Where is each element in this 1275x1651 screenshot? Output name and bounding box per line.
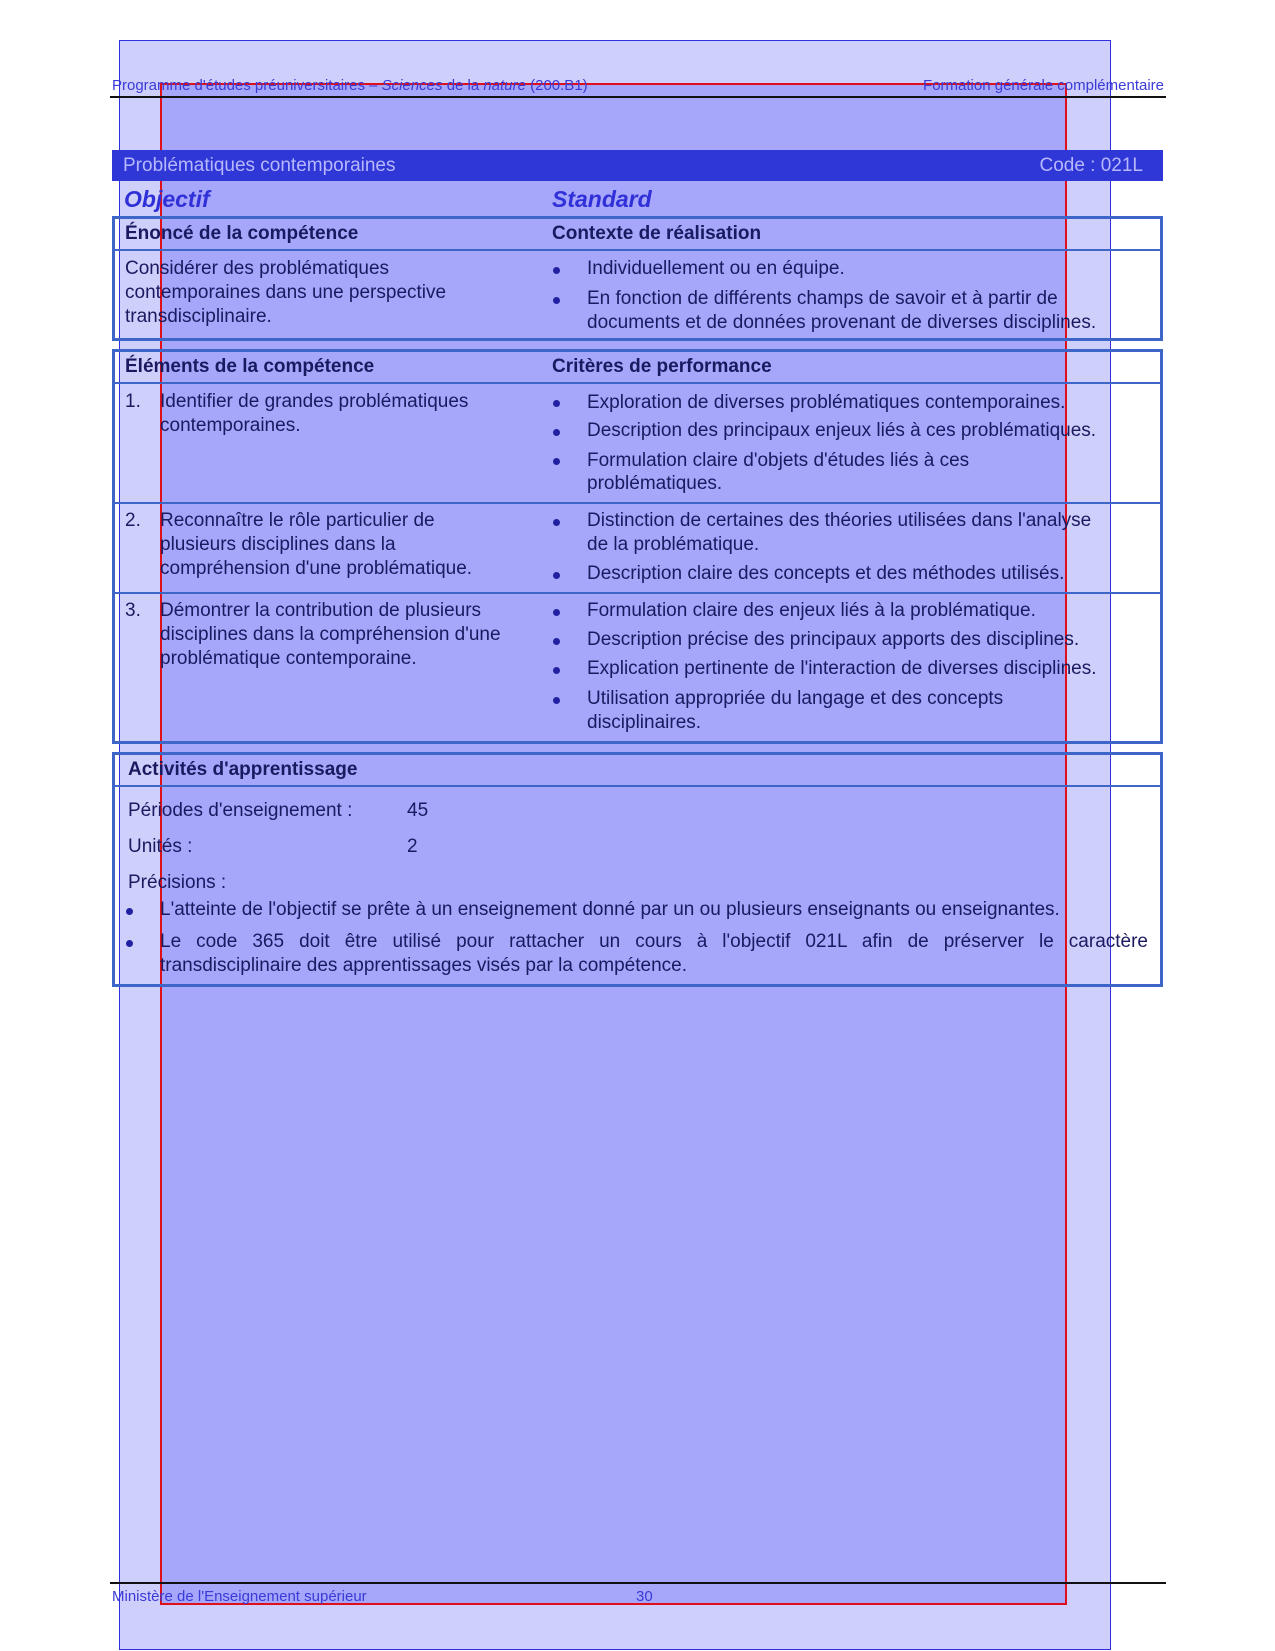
critere-item: Description précise des principaux apports des disciplines.	[587, 629, 1080, 650]
course-title-bar	[112, 150, 1163, 181]
element-line: Démontrer la contribution de plusieurs	[160, 600, 482, 621]
bullet-icon	[553, 400, 560, 407]
periodes-label: Périodes d'enseignement :	[128, 800, 353, 821]
program-italic-nature: nature	[483, 77, 526, 94]
critere-item: Formulation claire d'objets d'études liés à ces	[587, 450, 970, 471]
program-prefix: Programme d'études préuniversitaires –	[112, 77, 382, 94]
bullet-icon	[553, 297, 560, 304]
precision-item: L'atteinte de l'objectif se prête à un enseignement donné par un ou plusieurs enseignants ou enseignantes.	[160, 899, 1060, 920]
row-divider	[115, 502, 1160, 504]
activites-header-row	[115, 755, 1160, 787]
objectif-heading: Objectif	[124, 186, 210, 212]
bullet-icon	[553, 609, 560, 616]
bullet-icon	[553, 572, 560, 579]
bullet-icon	[553, 697, 560, 704]
ministry-name: Ministère de l'Enseignement supérieur	[112, 1588, 367, 1605]
criteres-header: Critères de performance	[552, 356, 772, 377]
footer-divider	[110, 1582, 1166, 1584]
element-line: contemporaines.	[160, 415, 301, 436]
bullet-icon	[553, 267, 560, 274]
standard-heading: Standard	[552, 186, 652, 212]
critere-item: Distinction de certaines des théories utilisées dans l'analyse	[587, 510, 1092, 531]
program-suffix: (200.B1)	[525, 77, 588, 94]
element-line: Identifier de grandes problématiques	[160, 391, 469, 412]
course-title: Problématiques contemporaines	[123, 155, 396, 176]
competence-table	[112, 216, 1163, 341]
running-header	[112, 74, 1164, 98]
section-title: Formation générale complémentaire	[923, 77, 1164, 94]
critere-item-cont: de la problématique.	[587, 534, 760, 555]
bullet-icon	[553, 638, 560, 645]
contexte-header: Contexte de réalisation	[552, 223, 762, 244]
critere-item: Utilisation appropriée du langage et des concepts	[587, 688, 1004, 709]
element-line: plusieurs disciplines dans la	[160, 534, 396, 555]
enonce-line: transdisciplinaire.	[125, 306, 272, 327]
critere-item: Formulation claire des enjeux liés à la problématique.	[587, 600, 1036, 621]
critere-item: Exploration de diverses problématiques contemporaines.	[587, 392, 1066, 413]
elements-header: Éléments de la compétence	[125, 356, 375, 377]
precision-item-cont: transdisciplinaire des apprentissages visés par la compétence.	[160, 955, 687, 976]
critere-item-cont: problématiques.	[587, 473, 723, 494]
program-title	[112, 77, 588, 94]
critere-item: Explication pertinente de l'interaction de diverses disciplines.	[587, 658, 1097, 679]
unites-value: 2	[407, 836, 418, 857]
elements-table	[112, 349, 1163, 744]
precision-item: Le code 365 doit être utilisé pour rattacher un cours à l'objectif 021L afin de préserver le caractère	[160, 931, 1148, 952]
activites-header: Activités d'apprentissage	[128, 759, 358, 780]
bullet-icon	[553, 519, 560, 526]
element-number: 2.	[125, 510, 141, 531]
program-italic-sciences: Sciences	[381, 77, 443, 94]
element-number: 1.	[125, 391, 141, 412]
element-number: 3.	[125, 600, 141, 621]
element-line: compréhension d'une problématique.	[160, 558, 473, 579]
contexte-item: En fonction de différents champs de savoir et à partir de	[587, 288, 1058, 309]
bullet-icon	[126, 940, 133, 947]
element-line: problématique contemporaine.	[160, 648, 417, 669]
elements-header-row	[115, 352, 1160, 384]
critere-item-cont: disciplinaires.	[587, 712, 702, 733]
element-line: Reconnaître le rôle particulier de	[160, 510, 435, 531]
critere-item: Description des principaux enjeux liés à ces problématiques.	[587, 420, 1097, 441]
contexte-item: Individuellement ou en équipe.	[587, 258, 845, 279]
competence-header-row	[115, 219, 1160, 251]
enonce-header: Énoncé de la compétence	[125, 223, 359, 244]
precisions-label: Précisions :	[128, 872, 227, 893]
enonce-line: Considérer des problématiques	[125, 258, 390, 279]
periodes-value: 45	[407, 800, 429, 821]
column-headers	[112, 186, 1163, 216]
unites-label: Unités :	[128, 836, 193, 857]
contexte-item-cont: documents et de données provenant de diverses disciplines.	[587, 312, 1097, 333]
bullet-icon	[553, 667, 560, 674]
bullet-icon	[553, 458, 560, 465]
program-mid: de la	[442, 77, 484, 94]
page-number: 30	[636, 1588, 653, 1605]
bullet-icon	[126, 908, 133, 915]
enonce-line: contemporaines dans une perspective	[125, 282, 447, 303]
bullet-icon	[553, 429, 560, 436]
row-divider	[115, 592, 1160, 594]
element-line: disciplines dans la compréhension d'une	[160, 624, 501, 645]
critere-item: Description claire des concepts et des méthodes utilisés.	[587, 563, 1065, 584]
header-divider	[110, 96, 1166, 98]
course-code: Code : 021L	[1039, 155, 1143, 176]
page-footer	[112, 1588, 652, 1605]
